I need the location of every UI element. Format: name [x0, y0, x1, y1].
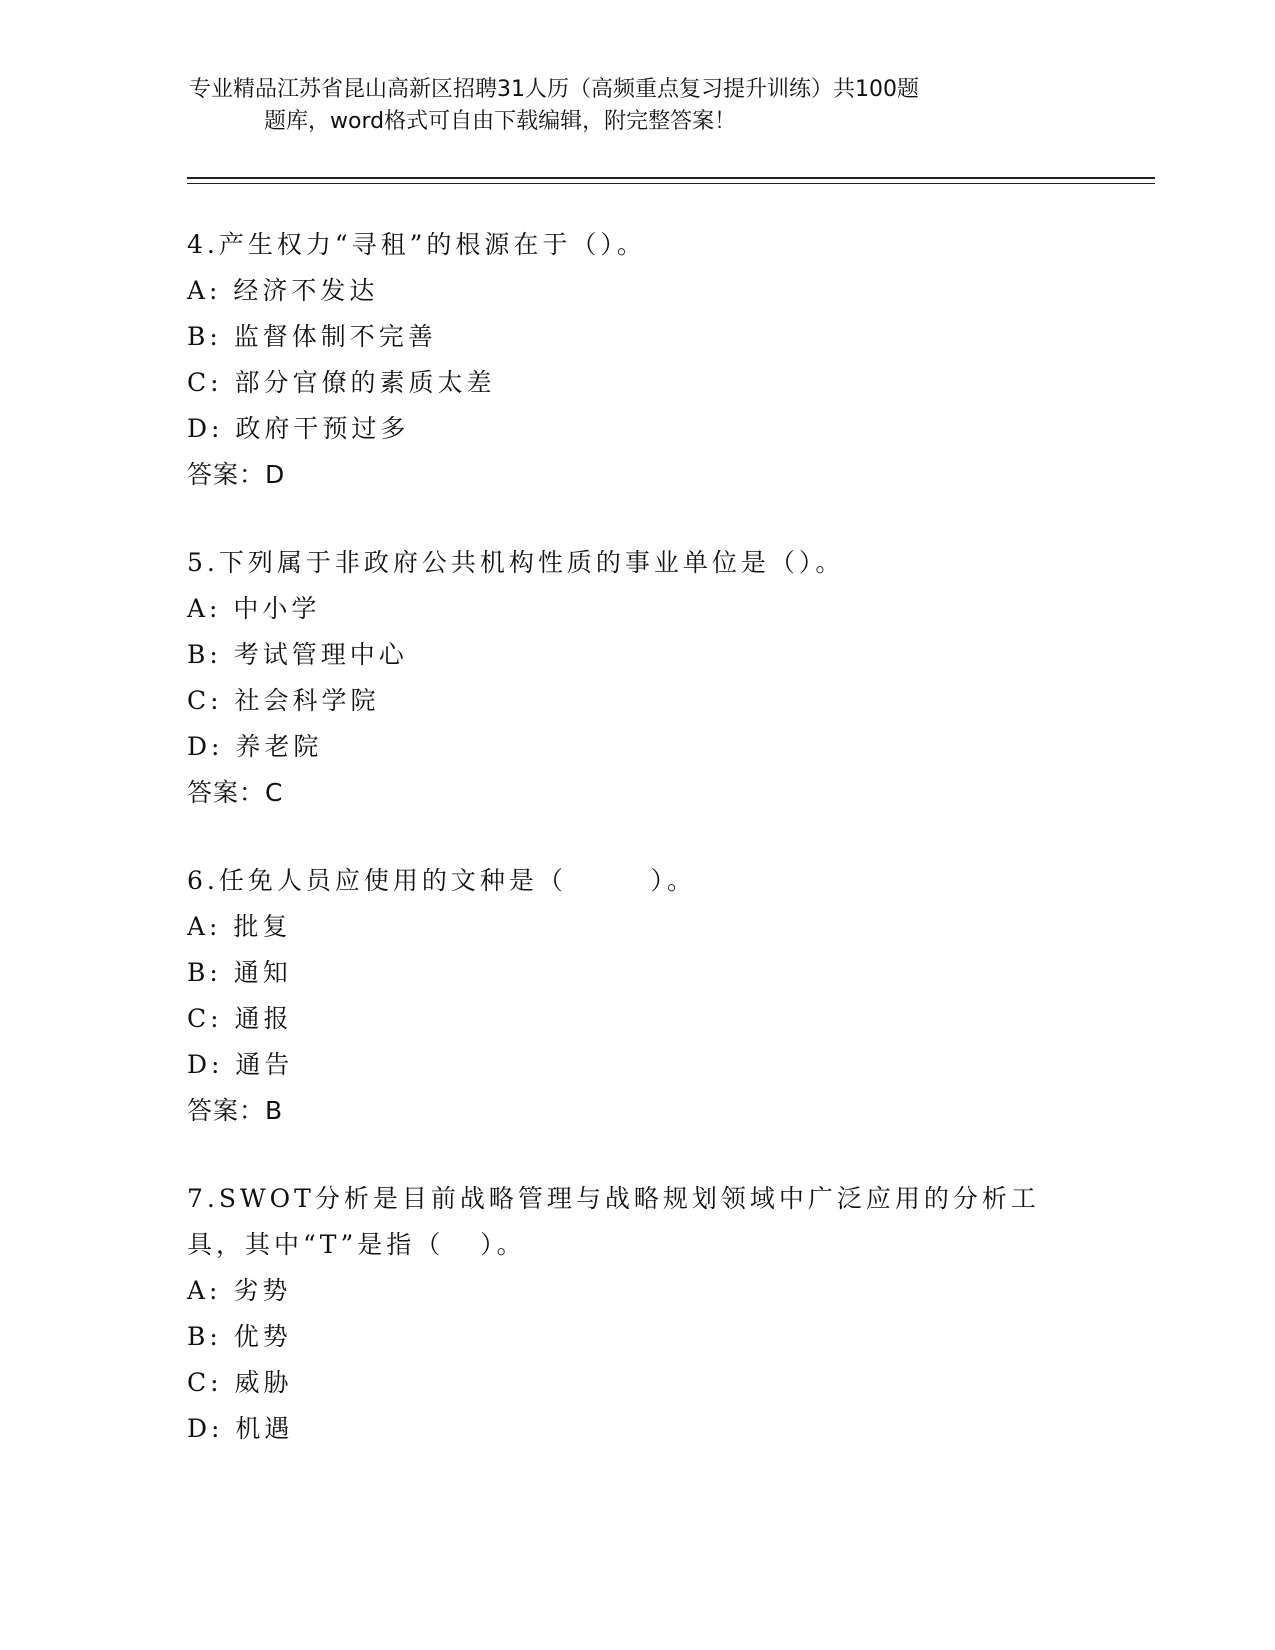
option-b: B: 监督体制不完善 — [187, 322, 437, 351]
option-a: A: 中小学 — [187, 594, 321, 623]
answer-line: 答案：D — [187, 460, 286, 489]
question-7 — [187, 1176, 1057, 1452]
option-b: B: 考试管理中心 — [187, 640, 408, 669]
option-c: C: 社会科学院 — [187, 686, 380, 715]
question-stem: 6.任免人员应使用的文种是（ ）。 — [187, 866, 696, 895]
option-a: A: 批复 — [187, 912, 292, 941]
option-b: B: 通知 — [187, 958, 292, 987]
option-c: C: 部分官僚的素质太差 — [187, 368, 496, 397]
option-b: B: 优势 — [187, 1322, 292, 1351]
option-a: A: 劣势 — [187, 1276, 292, 1305]
header-divider-thick — [187, 177, 1155, 179]
header-divider-thin — [187, 183, 1155, 184]
document-header — [189, 74, 1089, 138]
option-d: D: 机遇 — [187, 1414, 294, 1443]
option-c: C: 通报 — [187, 1004, 293, 1033]
option-c: C: 威胁 — [187, 1368, 293, 1397]
option-a: A: 经济不发达 — [187, 276, 379, 305]
option-d: D: 政府干预过多 — [187, 414, 410, 443]
header-title-line-2: 题库，word格式可自由下载编辑，附完整答案！ — [264, 109, 737, 134]
question-5 — [187, 540, 1087, 816]
question-6 — [187, 858, 1087, 1134]
question-stem: 7.SWOT分析是目前战略管理与战略规划领域中广泛应用的分析工具，其中“T”是指（ ）。 — [187, 1184, 1040, 1259]
option-d: D: 养老院 — [187, 732, 323, 761]
question-stem: 4.产生权力“寻租”的根源在于（）。 — [187, 230, 646, 259]
answer-line: 答案：C — [187, 778, 284, 807]
answer-line: 答案：B — [187, 1096, 284, 1125]
question-stem: 5.下列属于非政府公共机构性质的事业单位是（）。 — [187, 548, 845, 577]
header-title-line-1: 专业精品江苏省昆山高新区招聘31人历（高频重点复习提升训练）共100题 — [189, 77, 919, 102]
question-4 — [187, 222, 1087, 498]
option-d: D: 通告 — [187, 1050, 294, 1079]
